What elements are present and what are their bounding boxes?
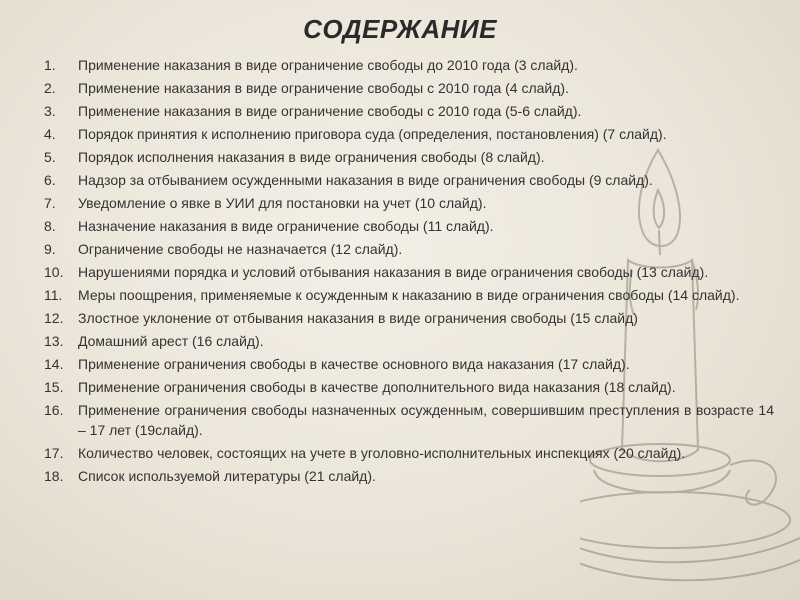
toc-item-text: Меры поощрения, применяемые к осужденным к наказанию в виде ограничения свободы (14 слайд).: [78, 287, 740, 303]
toc-item-text: Список используемой литературы (21 слайд).: [78, 468, 376, 484]
toc-item-number: 5.: [44, 149, 56, 165]
toc-item: [44, 443, 774, 463]
toc-item: [44, 354, 774, 374]
toc-item-number: 2.: [44, 80, 56, 96]
table-of-contents: [44, 55, 774, 489]
toc-item: [44, 55, 774, 75]
page-title: СОДЕРЖАНИЕ: [303, 14, 497, 44]
toc-item-text: Применение ограничения свободы в качестве дополнительного вида наказания (18 слайд).: [78, 379, 676, 395]
toc-item-text: Злостное уклонение от отбывания наказания в виде ограничения свободы (15 слайд): [78, 310, 638, 326]
toc-item-text: Надзор за отбыванием осужденными наказания в виде ограничения свободы (9 слайд).: [78, 172, 653, 188]
toc-item: [44, 239, 774, 259]
toc-item: [44, 124, 774, 144]
toc-item-number: 9.: [44, 241, 56, 257]
toc-item: [44, 466, 774, 486]
toc-item: [44, 147, 774, 167]
toc-item-number: 12.: [44, 310, 64, 326]
toc-item: [44, 285, 774, 305]
toc-item-text: Уведомление о явке в УИИ для постановки на учет (10 слайд).: [78, 195, 487, 211]
toc-item: [44, 78, 774, 98]
toc-item-text: Применение наказания в виде ограничение свободы до 2010 года (3 слайд).: [78, 57, 578, 73]
toc-item: [44, 101, 774, 121]
toc-item-text: Применение наказания в виде ограничение свободы с 2010 года (4 слайд).: [78, 80, 569, 96]
toc-item: [44, 262, 774, 282]
toc-item-number: 7.: [44, 195, 56, 211]
toc-item-number: 11.: [44, 287, 63, 303]
toc-item-number: 17.: [44, 445, 64, 461]
toc-item-number: 16.: [44, 402, 64, 418]
toc-item-number: 15.: [44, 379, 64, 395]
toc-item-text: Нарушениями порядка и условий отбывания наказания в виде ограничения свободы (13 слайд).: [78, 264, 709, 280]
toc-item-number: 8.: [44, 218, 56, 234]
toc-item: [44, 331, 774, 351]
toc-item: [44, 170, 774, 190]
toc-item-text: Порядок принятия к исполнению приговора суда (определения, постановления) (7 слайд).: [78, 126, 667, 142]
toc-item-text: Ограничение свободы не назначается (12 слайд).: [78, 241, 403, 257]
toc-item-text: Количество человек, состоящих на учете в уголовно-исполнительных инспекциях (20 слайд).: [78, 445, 686, 461]
toc-item-number: 14.: [44, 356, 64, 372]
toc-item-text: Применение ограничения свободы в качестве основного вида наказания (17 слайд).: [78, 356, 630, 372]
toc-item: [44, 193, 774, 213]
toc-item-text: Применение ограничения свободы назначенных осужденным, совершившим преступления в возрасте 14 – 17 лет (19слайд).: [78, 402, 774, 438]
toc-item-text: Назначение наказания в виде ограничение свободы (11 слайд).: [78, 218, 494, 234]
toc-item-number: 1.: [44, 57, 56, 73]
toc-item: [44, 308, 774, 328]
toc-item: [44, 377, 774, 397]
toc-item-number: 3.: [44, 103, 56, 119]
toc-item: [44, 216, 774, 236]
toc-item-text: Применение наказания в виде ограничение свободы с 2010 года (5-6 слайд).: [78, 103, 582, 119]
toc-item-number: 18.: [44, 468, 64, 484]
toc-item-text: Домашний арест (16 слайд).: [78, 333, 264, 349]
toc-item: [44, 400, 774, 440]
toc-item-number: 6.: [44, 172, 56, 188]
toc-item-number: 4.: [44, 126, 56, 142]
toc-item-number: 13.: [44, 333, 64, 349]
toc-item-number: 10.: [44, 264, 64, 280]
toc-item-text: Порядок исполнения наказания в виде ограничения свободы (8 слайд).: [78, 149, 545, 165]
